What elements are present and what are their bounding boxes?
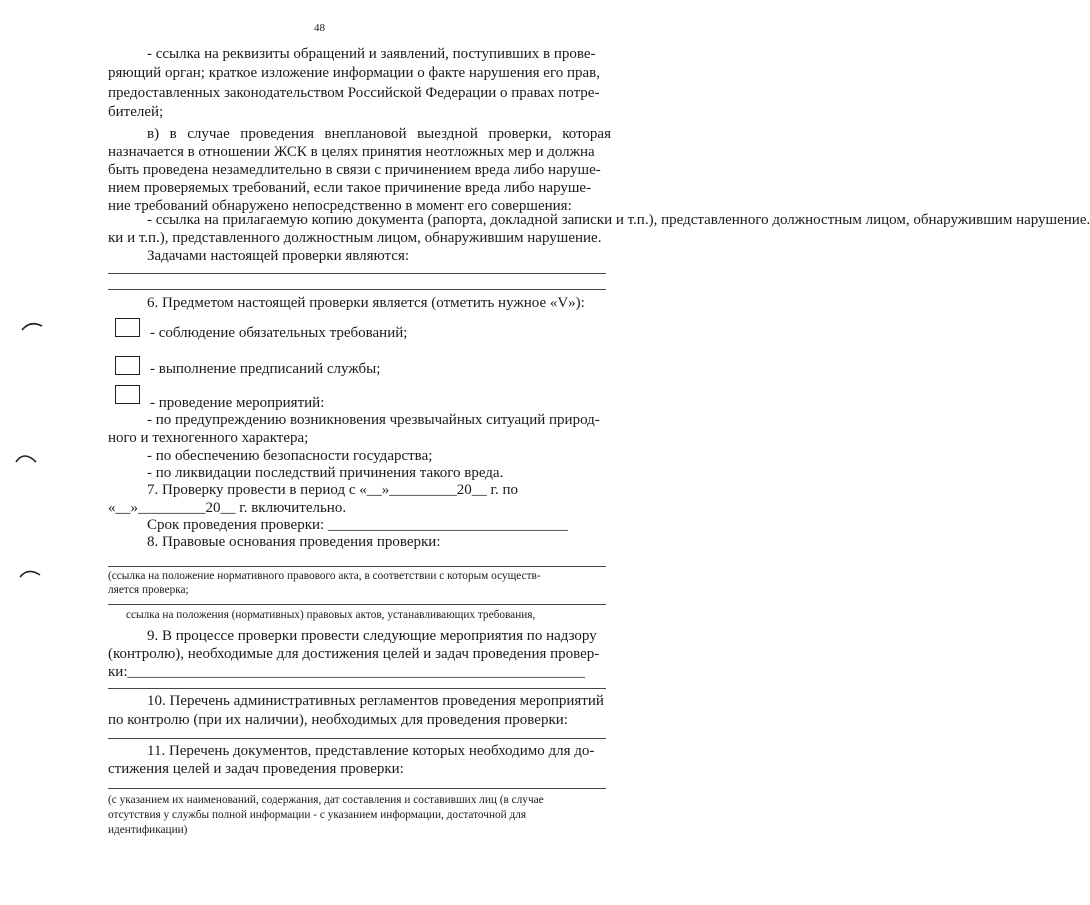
text-line: ние требований обнаружено непосредственно в момент его совершения: — [108, 198, 572, 214]
option-measures-label: - проведение мероприятий: — [150, 395, 325, 411]
text-line: назначается в отношении ЖСК в целях принятия неотложных мер и должна — [108, 144, 595, 160]
fill-line — [108, 788, 606, 789]
note-line: идентификации) — [108, 824, 188, 836]
sub-item: - по предупреждению возникновения чрезвычайных ситуаций природ- — [147, 412, 600, 428]
option-compliance-label: - соблюдение обязательных требований; — [150, 325, 408, 341]
fill-line — [108, 273, 606, 274]
text-line: в) в случае проведения внеплановой выездной проверки, которая — [147, 126, 611, 142]
text-line: бителей; — [108, 104, 164, 120]
text-line: ки и т.п.), представленного должностным лицом, обнаружившим нарушение. — [108, 230, 602, 246]
fill-line — [108, 604, 606, 605]
checkbox-orders[interactable] — [115, 356, 140, 375]
section-10-line: по контролю (при их наличии), необходимых для проведения проверки: — [108, 712, 568, 728]
fill-line — [108, 289, 606, 290]
option-orders-label: - выполнение предписаний службы; — [150, 361, 381, 377]
sub-item: - по ликвидации последствий причинения такого вреда. — [147, 465, 504, 481]
note-line: ляется проверка; — [108, 584, 189, 596]
section-10-line: 10. Перечень административных регламентов проведения мероприятий — [147, 693, 604, 709]
note-line: отсутствия у службы полной информации - с указанием информации, достаточной для — [108, 809, 527, 821]
sub-item: - по обеспечению безопасности государства; — [147, 448, 433, 464]
text-line: быть проведена незамедлительно в связи с причинением вреда либо наруше- — [108, 162, 601, 178]
note-line: ссылка на положения (нормативных) правовых актов, устанавливающих требования, — [126, 609, 536, 621]
section-6-heading: 6. Предметом настоящей проверки является (отметить нужное «V»): — [147, 295, 585, 311]
inspection-term: Срок проведения проверки: ________________________________ — [147, 517, 568, 533]
note-line: (ссылка на положение нормативного правового акта, в соответствии с которым осуществ- — [108, 570, 541, 582]
fill-line — [108, 738, 606, 739]
section-7-period-end: «__»_________20__ г. включительно. — [108, 500, 347, 516]
binding-hole-mark — [18, 565, 44, 581]
note-line: (с указанием их наименований, содержания, дат составления и составивших лиц (в случае — [108, 794, 544, 806]
binding-hole-mark — [20, 318, 46, 334]
section-11-line: 11. Перечень документов, представление которых необходимо для до- — [147, 743, 595, 759]
section-8-heading: 8. Правовые основания проведения проверки: — [147, 534, 441, 550]
binding-hole-mark — [14, 448, 40, 468]
tasks-line: Задачами настоящей проверки являются: — [147, 248, 410, 264]
text-line: ряющий орган; краткое изложение информации о факте нарушения его прав, — [108, 65, 601, 81]
text-line: - ссылка на прилагаемую копию документа (рапорта, докладной записки и т.п.), представленного должностным лицом, обнаружившим нарушение. — [147, 212, 1090, 228]
section-7-period: 7. Проверку провести в период с «__»_________20__ г. по — [147, 482, 518, 498]
text-line: нием проверяемых требований, если такое причинение вреда либо наруше- — [108, 180, 592, 196]
fill-line — [108, 688, 606, 689]
fill-line — [108, 566, 606, 567]
text-line: - ссылка на реквизиты обращений и заявлений, поступивших в прове- — [147, 46, 596, 62]
section-9-line: 9. В процессе проверки провести следующие мероприятия по надзору — [147, 628, 597, 644]
section-9-line: ки:_____________________________________________________________ — [108, 664, 585, 680]
page-number: 48 — [314, 22, 325, 34]
section-11-line: стижения целей и задач проведения проверки: — [108, 761, 404, 777]
text-line: предоставленных законодательством Российской Федерации о правах потре- — [108, 85, 600, 101]
section-9-line: (контролю), необходимые для достижения целей и задач проведения провер- — [108, 646, 600, 662]
checkbox-compliance[interactable] — [115, 318, 140, 337]
sub-item: ного и техногенного характера; — [108, 430, 309, 446]
checkbox-measures[interactable] — [115, 385, 140, 404]
